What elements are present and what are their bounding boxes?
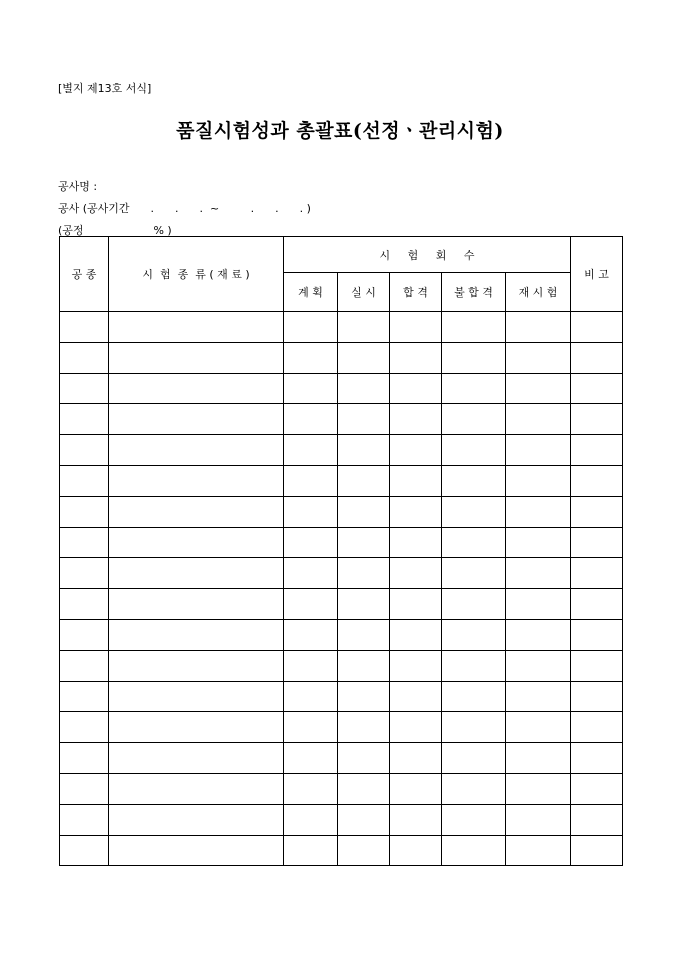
table-cell <box>390 650 442 681</box>
table-cell <box>109 465 284 496</box>
table-cell <box>60 558 109 589</box>
table-cell <box>390 342 442 373</box>
table-row <box>60 435 623 466</box>
table-cell <box>506 804 571 835</box>
table-cell <box>571 773 623 804</box>
table-cell <box>571 619 623 650</box>
table-cell <box>60 804 109 835</box>
table-cell <box>506 773 571 804</box>
table-cell <box>60 342 109 373</box>
table-cell <box>506 743 571 774</box>
table-cell <box>442 743 506 774</box>
table-row <box>60 558 623 589</box>
table-cell <box>338 496 390 527</box>
table-cell <box>506 435 571 466</box>
table-row <box>60 373 623 404</box>
table-cell <box>284 650 338 681</box>
document-title: 품질시험성과 총괄표(선정ㆍ관리시험) <box>176 120 504 142</box>
table-cell <box>60 373 109 404</box>
table-cell <box>442 312 506 343</box>
table-cell <box>338 589 390 620</box>
table-cell <box>506 589 571 620</box>
table-cell <box>284 804 338 835</box>
table-cell <box>109 650 284 681</box>
table-cell <box>571 404 623 435</box>
table-cell <box>571 435 623 466</box>
table-cell <box>390 619 442 650</box>
table-cell <box>284 342 338 373</box>
header-planned: 계 획 <box>284 273 338 312</box>
table-cell <box>338 773 390 804</box>
table-cell <box>506 465 571 496</box>
table-cell <box>390 773 442 804</box>
table-cell <box>109 373 284 404</box>
table-cell <box>109 712 284 743</box>
table-cell <box>442 650 506 681</box>
table-cell <box>284 404 338 435</box>
table-cell <box>109 619 284 650</box>
table-cell <box>338 527 390 558</box>
table-cell <box>390 681 442 712</box>
table-cell <box>442 527 506 558</box>
table-cell <box>284 373 338 404</box>
table-cell <box>338 465 390 496</box>
table-row <box>60 773 623 804</box>
table-cell <box>109 773 284 804</box>
table-cell <box>284 773 338 804</box>
header-work-type: 공 종 <box>60 237 109 312</box>
table-cell <box>571 712 623 743</box>
table-cell <box>338 558 390 589</box>
table-cell <box>390 835 442 866</box>
table-cell <box>60 773 109 804</box>
table-cell <box>284 465 338 496</box>
table-cell <box>506 312 571 343</box>
table-row <box>60 712 623 743</box>
table-cell <box>338 312 390 343</box>
table-cell <box>390 804 442 835</box>
table-row <box>60 527 623 558</box>
table-cell <box>60 619 109 650</box>
table-cell <box>109 527 284 558</box>
table-cell <box>571 650 623 681</box>
table-cell <box>284 496 338 527</box>
table-row <box>60 465 623 496</box>
table-cell <box>571 743 623 774</box>
table-row <box>60 496 623 527</box>
table-cell <box>60 835 109 866</box>
table-cell <box>109 312 284 343</box>
project-period-line: 공사 (공사기간 . . . ~ . . . ) <box>58 202 311 215</box>
table-cell <box>109 342 284 373</box>
table-cell <box>60 712 109 743</box>
table-cell <box>506 835 571 866</box>
table-cell <box>442 342 506 373</box>
table-cell <box>390 743 442 774</box>
table-cell <box>442 373 506 404</box>
table-cell <box>60 435 109 466</box>
table-cell <box>571 342 623 373</box>
table-cell <box>390 404 442 435</box>
table-cell <box>390 435 442 466</box>
table-cell <box>109 589 284 620</box>
table-cell <box>506 681 571 712</box>
table-cell <box>109 681 284 712</box>
table-cell <box>284 743 338 774</box>
table-cell <box>571 527 623 558</box>
table-cell <box>571 373 623 404</box>
table-cell <box>442 558 506 589</box>
table-cell <box>60 496 109 527</box>
table-cell <box>506 527 571 558</box>
table-cell <box>390 496 442 527</box>
table-cell <box>338 342 390 373</box>
table-cell <box>442 435 506 466</box>
table-cell <box>506 373 571 404</box>
table-cell <box>60 650 109 681</box>
header-conducted: 실 시 <box>338 273 390 312</box>
table-cell <box>338 404 390 435</box>
table-cell <box>506 712 571 743</box>
header-failed: 불 합 격 <box>442 273 506 312</box>
table-row <box>60 404 623 435</box>
table-cell <box>506 496 571 527</box>
table-cell <box>338 650 390 681</box>
table-cell <box>442 589 506 620</box>
table-cell <box>442 835 506 866</box>
table-cell <box>571 312 623 343</box>
table-cell <box>442 681 506 712</box>
table-cell <box>60 465 109 496</box>
table-row <box>60 804 623 835</box>
table-cell <box>506 650 571 681</box>
table-row <box>60 619 623 650</box>
table-cell <box>571 589 623 620</box>
table-cell <box>442 804 506 835</box>
header-test-count: 시 험 회 수 <box>284 237 571 273</box>
table-cell <box>109 496 284 527</box>
table-cell <box>284 435 338 466</box>
table-cell <box>60 404 109 435</box>
table-cell <box>390 558 442 589</box>
table-cell <box>442 712 506 743</box>
table-cell <box>390 589 442 620</box>
table-cell <box>284 681 338 712</box>
table-cell <box>390 465 442 496</box>
table-cell <box>390 712 442 743</box>
table-cell <box>442 404 506 435</box>
table-cell <box>571 558 623 589</box>
table-cell <box>338 681 390 712</box>
table-cell <box>390 312 442 343</box>
table-cell <box>109 404 284 435</box>
table-cell <box>338 712 390 743</box>
table-row <box>60 650 623 681</box>
table-cell <box>390 373 442 404</box>
project-name-line: 공사명 : <box>58 180 98 193</box>
table-cell <box>338 435 390 466</box>
table-cell <box>338 835 390 866</box>
table-cell <box>60 743 109 774</box>
table-row <box>60 312 623 343</box>
table-cell <box>338 619 390 650</box>
header-passed: 합 격 <box>390 273 442 312</box>
table-cell <box>284 835 338 866</box>
table-cell <box>284 712 338 743</box>
project-progress-line: (공정 % ) <box>58 224 172 237</box>
table-cell <box>442 619 506 650</box>
table-row <box>60 342 623 373</box>
header-retest: 재 시 험 <box>506 273 571 312</box>
test-summary-table <box>59 236 623 866</box>
table-cell <box>284 558 338 589</box>
table-cell <box>390 527 442 558</box>
table-cell <box>109 435 284 466</box>
header-test-type: 시 험 종 류 ( 재 료 ) <box>109 237 284 312</box>
table-cell <box>506 342 571 373</box>
table-row <box>60 835 623 866</box>
table-cell <box>442 496 506 527</box>
table-cell <box>338 743 390 774</box>
table-cell <box>109 743 284 774</box>
table-row <box>60 681 623 712</box>
table-cell <box>506 404 571 435</box>
table-cell <box>571 681 623 712</box>
table-cell <box>284 312 338 343</box>
table-cell <box>109 558 284 589</box>
table-cell <box>60 312 109 343</box>
table-cell <box>338 804 390 835</box>
table-cell <box>506 619 571 650</box>
header-remarks: 비 고 <box>571 237 623 312</box>
table-cell <box>60 681 109 712</box>
table-row <box>60 743 623 774</box>
table-cell <box>338 373 390 404</box>
table-cell <box>571 496 623 527</box>
table-cell <box>109 804 284 835</box>
table-cell <box>442 465 506 496</box>
table-cell <box>109 835 284 866</box>
table-cell <box>571 465 623 496</box>
table-cell <box>506 558 571 589</box>
table-cell <box>284 589 338 620</box>
table-cell <box>571 835 623 866</box>
table-row <box>60 589 623 620</box>
form-number-label: [별지 제13호 서식] <box>58 82 152 95</box>
table-cell <box>60 589 109 620</box>
table-cell <box>284 619 338 650</box>
table-cell <box>60 527 109 558</box>
table-cell <box>284 527 338 558</box>
table-cell <box>442 773 506 804</box>
table-cell <box>571 804 623 835</box>
